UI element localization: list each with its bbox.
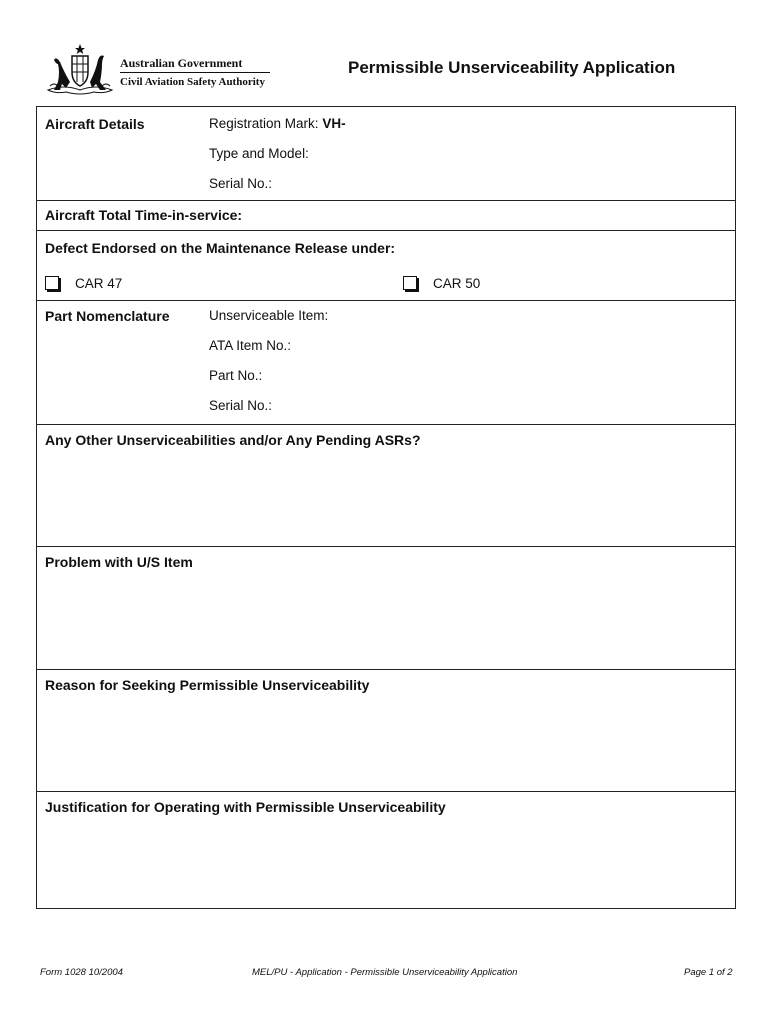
- total-time-section[interactable]: [37, 201, 735, 231]
- reason-section[interactable]: [37, 670, 735, 792]
- government-name: Australian Government: [120, 56, 243, 70]
- footer-title: MEL/PU - Application - Permissible Unserviceability Application: [252, 967, 518, 978]
- form-id: Form 1028 10/2004: [40, 967, 123, 978]
- aircraft-serial-field[interactable]: Serial No.:: [209, 176, 273, 191]
- ata-item-field[interactable]: ATA Item No.:: [209, 338, 292, 353]
- part-number-field[interactable]: Part No.:: [209, 368, 263, 383]
- car-47-label: CAR 47: [75, 276, 123, 291]
- other-unserviceabilities-section[interactable]: [37, 425, 735, 547]
- problem-label: Problem with U/S Item: [45, 554, 193, 570]
- coat-of-arms-icon: [44, 42, 116, 96]
- aircraft-details-label: Aircraft Details: [45, 116, 145, 132]
- defect-endorsed-section: [37, 231, 735, 301]
- part-serial-field[interactable]: Serial No.:: [209, 398, 273, 413]
- car-50-checkbox[interactable]: [403, 276, 417, 290]
- part-nomenclature-section: [37, 301, 735, 425]
- application-form: [36, 106, 736, 909]
- car-47-checkbox[interactable]: [45, 276, 59, 290]
- page-number: Page 1 of 2: [684, 967, 733, 978]
- document-header: [40, 40, 740, 100]
- registration-prefix: VH-: [322, 116, 346, 131]
- type-and-model-field[interactable]: Type and Model:: [209, 146, 309, 161]
- header-divider: [120, 72, 270, 73]
- unserviceable-item-field[interactable]: Unserviceable Item:: [209, 308, 329, 323]
- problem-section[interactable]: [37, 547, 735, 670]
- other-unserviceabilities-label: Any Other Unserviceabilities and/or Any Pending ASRs?: [45, 432, 421, 448]
- page-title: Permissible Unserviceability Application: [348, 58, 676, 77]
- car-50-label: CAR 50: [433, 276, 481, 291]
- defect-endorsed-label: Defect Endorsed on the Maintenance Release under:: [45, 240, 396, 256]
- reason-label: Reason for Seeking Permissible Unserviceability: [45, 677, 370, 693]
- justification-section[interactable]: [37, 792, 735, 908]
- registration-mark-label: Registration Mark:: [209, 116, 319, 131]
- justification-label: Justification for Operating with Permissible Unserviceability: [45, 799, 446, 815]
- part-nomenclature-label: Part Nomenclature: [45, 308, 170, 324]
- total-time-label: Aircraft Total Time-in-service:: [45, 207, 243, 223]
- aircraft-details-section: [37, 107, 735, 201]
- registration-mark-field[interactable]: [209, 116, 346, 131]
- agency-name: Civil Aviation Safety Authority: [120, 76, 265, 88]
